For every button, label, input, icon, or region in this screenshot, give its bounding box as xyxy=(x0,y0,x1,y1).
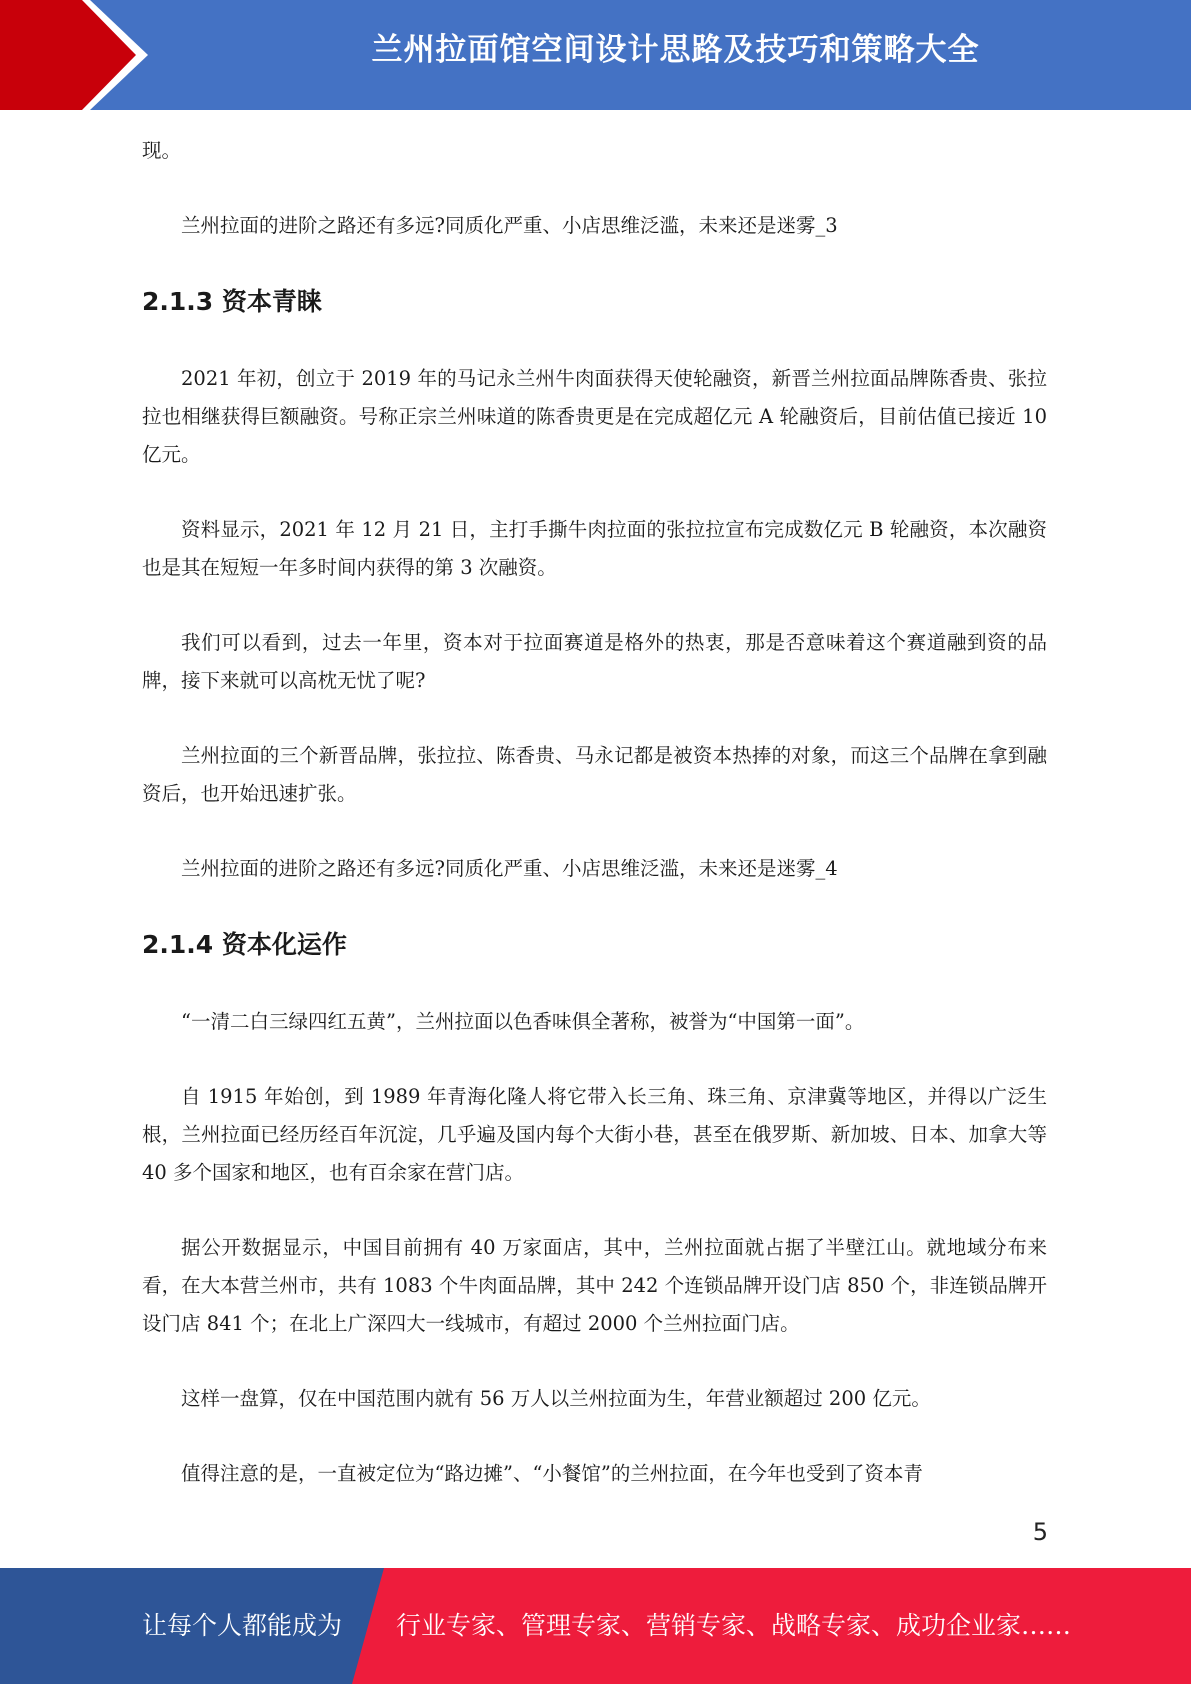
footer-slogan-right: 行业专家、管理专家、营销专家、战略专家、成功企业家…… xyxy=(396,1611,1072,1640)
paragraph: 现。 xyxy=(142,139,182,162)
header-band xyxy=(0,0,1191,110)
footer-slogan-left: 让每个人都能成为 xyxy=(142,1611,343,1640)
paragraph: 这样一盘算，仅在中国范围内就有 56 万人以兰州拉面为生，年营业额超过 200 亿元。 xyxy=(181,1387,931,1410)
page-number: 5 xyxy=(1032,1518,1048,1546)
document-body xyxy=(142,132,1047,1530)
section-heading: 2.1.3 资本青睐 xyxy=(142,287,322,316)
paragraph: 兰州拉面的三个新晋品牌，张拉拉、陈香贵、马永记都是被资本热捧的对象，而这三个品牌在拿到融资后，也开始迅速扩张。 xyxy=(142,744,1047,805)
paragraph: 自 1915 年始创，到 1989 年青海化隆人将它带入长三角、珠三角、京津冀等地区，并得以广泛生根，兰州拉面已经历经百年沉淀，几乎遍及国内每个大街小巷，甚至在俄罗斯、新加坡、日本、加拿大等 40 多个国家和地区，也有百余家在营门店。 xyxy=(142,1085,1047,1184)
paragraph: 2021 年初，创立于 2019 年的马记永兰州牛肉面获得天使轮融资，新晋兰州拉面品牌陈香贵、张拉拉也相继获得巨额融资。号称正宗兰州味道的陈香贵更是在完成超亿元 A 轮融资后，目前估值已接近 10 亿元。 xyxy=(142,367,1047,466)
paragraph: 据公开数据显示，中国目前拥有 40 万家面店，其中，兰州拉面就占据了半壁江山。就地域分布来看，在大本营兰州市，共有 1083 个牛肉面品牌，其中 242 个连锁品牌开设门店 850 个，非连锁品牌开设门店 841 个；在北上广深四大一线城市，有超过 2000 个兰州拉面门店。 xyxy=(142,1236,1047,1335)
document-title: 兰州拉面馆空间设计思路及技巧和策略大全 xyxy=(371,32,980,68)
footer-band xyxy=(0,1568,1191,1684)
paragraph: 值得注意的是，一直被定位为“路边摊”、“小餐馆”的兰州拉面，在今年也受到了资本青 xyxy=(181,1462,923,1485)
paragraph: 资料显示，2021 年 12 月 21 日，主打手撕牛肉拉面的张拉拉宣布完成数亿元 B 轮融资，本次融资也是其在短短一年多时间内获得的第 3 次融资。 xyxy=(142,518,1047,579)
section-heading: 2.1.4 资本化运作 xyxy=(142,930,347,959)
paragraph: 我们可以看到，过去一年里，资本对于拉面赛道是格外的热衷，那是否意味着这个赛道融到资的品牌，接下来就可以高枕无忧了呢? xyxy=(142,631,1047,692)
paragraph: 兰州拉面的进阶之路还有多远?同质化严重、小店思维泛滥，未来还是迷雾_3 xyxy=(181,214,838,237)
header-arrow-decoration xyxy=(0,0,160,110)
paragraph: 兰州拉面的进阶之路还有多远?同质化严重、小店思维泛滥，未来还是迷雾_4 xyxy=(181,857,838,880)
paragraph: “一清二白三绿四红五黄”，兰州拉面以色香味俱全著称，被誉为“中国第一面”。 xyxy=(181,1010,865,1033)
